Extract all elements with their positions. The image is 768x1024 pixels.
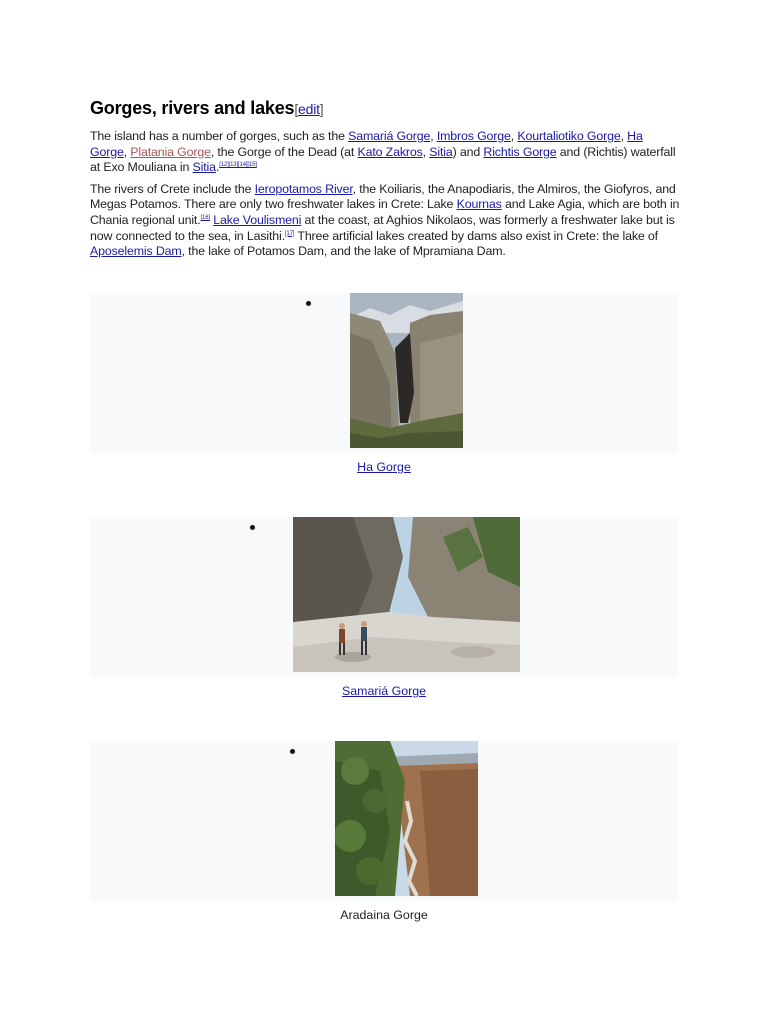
gorges-paragraph: The island has a number of gorges, such as the Samariá Gorge, Imbros Gorge, Kourtaliotiko Gorge, Ha Gorge, Platania Gorge, the Gorge of the Dead (at Kato Zakros, Sitia) and Richtis Gorge and (Richtis) waterfall at Exo Mouliana in Sitia.[12][13][14][15] xyxy=(90,129,676,175)
list-bullet xyxy=(250,525,255,530)
section-heading xyxy=(90,96,680,121)
link-ha-gorge[interactable]: Ha Gorge xyxy=(90,129,643,159)
reference-17 xyxy=(285,231,294,237)
link-ieropotamos-river[interactable]: Ieropotamos River xyxy=(254,181,353,196)
link-sitia-2[interactable]: Sitia xyxy=(192,160,216,175)
caption-aradaina-gorge: Aradaina Gorge xyxy=(340,908,428,922)
link-aposelemis-dam[interactable]: Aposelemis Dam xyxy=(90,244,182,259)
link-lake-voulismeni[interactable]: Lake Voulismeni xyxy=(213,212,302,227)
link-imbros-gorge[interactable]: Imbros Gorge xyxy=(436,129,511,143)
link-kato-zakros[interactable]: Kato Zakros xyxy=(357,144,423,159)
link-platania-gorge[interactable]: Platania Gorge xyxy=(130,144,211,159)
link-samaria-gorge[interactable]: Samariá Gorge xyxy=(348,129,431,143)
samaria-gorge-image[interactable] xyxy=(293,517,520,672)
caption-link-ha-gorge[interactable]: Ha Gorge xyxy=(357,460,411,474)
citation-link-12-15[interactable]: [12][13][14][15] xyxy=(219,162,257,169)
rivers-lakes-paragraph: The rivers of Crete include the Ieropotamos River, the Koiliaris, the Anapodiaris, the Almiros, the Giofyros, and Megas Potamos. There are only two freshwater lakes in Crete: Lake Kournas and Lake Agia, which are both in Chania regional unit.[16] Lake Voulismeni at the coast, at Aghios Nikolaos, was formerly a freshwater lake but is now connected to the sea, in Lasithi.[17] Three artificial lakes created by dams also exist in Crete: the lake of Aposelemis Dam, the lake of Potamos Dam, and the lake of Mpramiana Dam. xyxy=(90,181,680,259)
edit-link[interactable]: edit xyxy=(298,101,320,117)
ha-gorge-photo xyxy=(350,293,463,448)
aradaina-gorge-image xyxy=(335,741,478,896)
section-title: Gorges, rivers and lakes xyxy=(90,98,295,118)
aradaina-gorge-photo xyxy=(335,741,478,896)
ha-gorge-image[interactable] xyxy=(350,293,463,448)
link-kourtaliotiko-gorge[interactable]: Kourtaliotiko Gorge xyxy=(517,129,621,143)
edit-section: [edit] xyxy=(294,101,324,117)
article-content xyxy=(90,96,680,260)
link-sitia[interactable]: Sitia xyxy=(429,144,453,159)
caption-link-samaria-gorge[interactable]: Samariá Gorge xyxy=(341,684,427,698)
caption-samaria-gorge xyxy=(90,684,678,698)
reference-16 xyxy=(201,215,210,221)
citation-link-17[interactable]: [17] xyxy=(284,230,295,237)
list-bullet xyxy=(306,301,311,306)
list-bullet xyxy=(290,749,295,754)
link-kournas[interactable]: Kournas xyxy=(456,197,502,212)
reference-12-15 xyxy=(219,162,257,168)
samaria-gorge-photo xyxy=(293,517,520,672)
link-richtis-gorge[interactable]: Richtis Gorge xyxy=(483,144,557,159)
caption-ha-gorge xyxy=(90,460,678,474)
citation-link-16[interactable]: [16] xyxy=(200,214,210,221)
